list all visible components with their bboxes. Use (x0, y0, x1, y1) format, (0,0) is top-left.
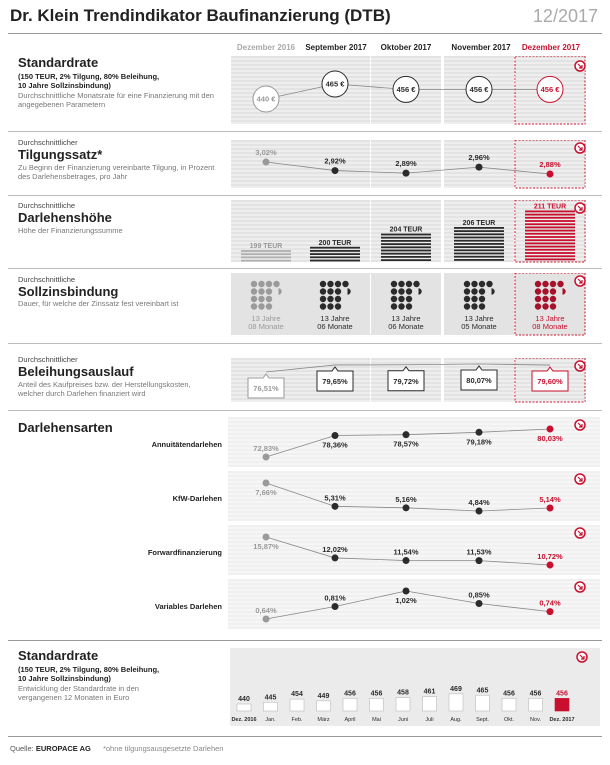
darlehenshoehe-desc: Höhe der Finanzierungssumme (18, 226, 123, 235)
year-dot (391, 288, 397, 294)
data-label: 449 (317, 692, 330, 700)
bar-stripe (525, 230, 575, 232)
data-label: 0,81% (324, 593, 346, 603)
year-dot (342, 281, 348, 287)
tilgung-desc: Zu Beginn der Finanzierung vereinbarte Tilgung, in Prozent des Darlehensbetrages, pro Jahr (18, 163, 215, 182)
bar-stripe (454, 233, 504, 235)
months-label: 05 Monate (461, 322, 497, 331)
year-dot (398, 281, 404, 287)
data-label: 458 (397, 689, 409, 697)
months-label: 06 Monate (388, 322, 424, 331)
year-dot (391, 296, 397, 302)
bar (237, 704, 251, 711)
year-dot (327, 288, 333, 294)
sollzins-desc: Dauer, für welche der Zinssatz fest vereinbart ist (18, 299, 179, 308)
data-label: 469 (450, 685, 462, 693)
data-label: 456 (503, 690, 515, 698)
data-label: 7,66% (255, 488, 277, 497)
year-dot (258, 296, 264, 302)
year-dot (471, 281, 477, 287)
bar-stripe (381, 234, 431, 236)
data-label: 454 (291, 691, 303, 699)
category-label: Okt. (503, 717, 515, 723)
series-label-kfw: KfW-Darlehen (172, 494, 222, 503)
bar-stripe (381, 243, 431, 245)
footer (10, 744, 223, 753)
data-label: 199 TEUR (249, 243, 283, 251)
data-label: 80,07% (466, 376, 492, 385)
year-dot (464, 303, 470, 309)
year-dot (550, 288, 556, 294)
panel-bg (230, 648, 600, 726)
data-label: 5,31% (324, 493, 346, 503)
data-point (263, 534, 270, 541)
year-dot (266, 296, 272, 302)
bar-stripe (310, 250, 360, 252)
year-dot (266, 281, 272, 287)
data-point (476, 164, 483, 171)
bar-stripe (454, 253, 504, 255)
data-point (547, 505, 554, 512)
bar-stripe (525, 223, 575, 225)
bar-stripe (241, 257, 291, 259)
darlehensarten-chart (228, 417, 600, 635)
darlehenshoehe-chart (228, 200, 600, 264)
bar-stripe (381, 256, 431, 258)
year-dot (535, 296, 541, 302)
year-dot (464, 296, 470, 302)
bar-stripe (241, 250, 291, 252)
category-label: Nov. (530, 717, 541, 723)
year-dot (542, 281, 548, 287)
months-label: 08 Monate (532, 322, 568, 331)
bar-stripe (454, 256, 504, 258)
year-dot (327, 296, 333, 302)
data-label: 76,51% (253, 384, 279, 393)
category-label: Dez. 2016 (231, 717, 257, 723)
standardrate-title: Standardrate (18, 55, 99, 70)
data-label: 2,92% (324, 156, 346, 166)
page-title: Dr. Klein Trendindikator Baufinanzierung (DTB) (10, 6, 391, 25)
bar (476, 695, 490, 711)
bar-stripe (525, 233, 575, 235)
year-dot (251, 303, 257, 309)
category-label: März (317, 717, 330, 723)
bar-stripe (381, 253, 431, 255)
data-point (547, 562, 554, 569)
year-dot (535, 288, 541, 294)
bar-stripe (454, 227, 504, 229)
section-divider (8, 131, 602, 132)
year-dot (542, 296, 548, 302)
data-label: 465 (476, 687, 489, 695)
column-header-dec-2016: Dezember 2016 (236, 43, 296, 52)
data-label: 2,88% (539, 160, 561, 169)
data-point (332, 603, 339, 610)
series-band (228, 525, 600, 575)
year-dot (406, 281, 412, 287)
bar-stripe (525, 252, 575, 254)
bar (449, 694, 463, 711)
trend-arrow-icon (577, 652, 587, 662)
section-divider (8, 268, 602, 269)
year-dot (535, 303, 541, 309)
data-label: 2,89% (395, 159, 417, 169)
data-label: 78,57% (393, 439, 419, 449)
source-name: EUROPACE AG (35, 744, 91, 753)
years-label: 13 Jahre (320, 314, 350, 323)
standardrate-12m-chart (230, 648, 600, 728)
year-dot (251, 296, 257, 302)
data-label: 79,18% (466, 437, 492, 447)
year-dot (320, 296, 326, 302)
year-dot (535, 281, 541, 287)
data-point (263, 159, 270, 166)
year-dot (479, 303, 485, 309)
months-label: 06 Monate (317, 322, 353, 331)
bar-stripe (310, 256, 360, 258)
tilgung-title: Tilgungssatz* (18, 147, 103, 162)
year-dot (335, 296, 341, 302)
year-dot (550, 281, 556, 287)
sollzins-pre: Durchschnittliche (18, 275, 76, 284)
data-point (332, 167, 339, 174)
year-dot (406, 296, 412, 302)
bar-stripe (525, 255, 575, 257)
column-header-dec-2017: Dezember 2017 (521, 43, 581, 52)
year-dot (542, 303, 548, 309)
series-band (228, 471, 600, 521)
bar-stripe (525, 239, 575, 241)
standardrate-desc: Durchschnittliche Monatsrate für eine Finanzierung mit den angegebenen Parametern (18, 91, 214, 110)
year-dot (542, 288, 548, 294)
year-dot (557, 281, 563, 287)
year-dot (550, 296, 556, 302)
bar-stripe (381, 250, 431, 252)
bar (264, 702, 278, 711)
bar (555, 698, 569, 711)
year-dot (251, 281, 257, 287)
series-band (228, 417, 600, 467)
data-point (476, 429, 483, 436)
footnote: *ohne tilgungsausgesetzte Darlehen (102, 744, 224, 753)
data-label: 79,65% (322, 376, 348, 386)
data-point (403, 557, 410, 564)
data-label: 456 (370, 690, 383, 698)
data-point (476, 508, 483, 515)
year-dot (251, 288, 257, 294)
year-dot (273, 281, 279, 287)
year-dot (464, 281, 470, 287)
data-point (403, 504, 410, 511)
standardrate2-title: Standardrate (18, 648, 99, 663)
standardrate2-desc: Entwicklung der Standardrate in den vergangenen 12 Monaten in Euro (18, 684, 139, 703)
year-dot (471, 288, 477, 294)
year-dot (335, 288, 341, 294)
year-dot (335, 281, 341, 287)
darlehenshoehe-title: Darlehenshöhe (18, 210, 112, 225)
year-dot (258, 281, 264, 287)
data-label: 15,87% (253, 542, 279, 551)
category-label: Juli (425, 717, 434, 723)
year-dot (398, 303, 404, 309)
beleihung-title: Beleihungsauslauf (18, 364, 134, 379)
bar-stripe (525, 227, 575, 229)
data-label: 440 € (256, 94, 276, 104)
trend-arrow-icon (575, 420, 585, 430)
data-point (403, 170, 410, 177)
year-dot (320, 288, 326, 294)
category-label: Dez. 2017 (549, 717, 575, 723)
column-header-nov-2017: November 2017 (451, 43, 511, 52)
year-dot (391, 281, 397, 287)
category-label: Feb. (291, 717, 303, 723)
bar (396, 698, 410, 711)
standardrate-params: (150 TEUR, 2% Tilgung, 80% Beleihung, 10 Jahre Sollzinsbindung) (18, 72, 160, 91)
tilgung-pre: Durchschnittlicher (18, 138, 78, 147)
year-dot (327, 303, 333, 309)
years-label: 13 Jahre (251, 314, 281, 323)
bar-stripe (454, 249, 504, 251)
data-label: 80,03% (537, 434, 563, 443)
bar-stripe (381, 246, 431, 248)
section-divider (8, 343, 602, 344)
series-band (228, 579, 600, 629)
data-label: 2,96% (468, 153, 490, 163)
data-point (547, 608, 554, 615)
years-label: 13 Jahre (391, 314, 421, 323)
category-label: Jan. (265, 717, 276, 723)
data-point (547, 426, 554, 433)
years-label: 13 Jahre (535, 314, 565, 323)
data-point (263, 480, 270, 487)
data-label: 0,74% (539, 598, 561, 608)
data-label: 456 € (396, 84, 416, 94)
trend-arrow-icon (575, 361, 585, 371)
bar-stripe (525, 214, 575, 216)
data-label: 456 (556, 690, 568, 698)
data-point (403, 431, 410, 438)
bar (529, 698, 543, 711)
series-label-forward: Forwardfinanzierung (147, 548, 222, 557)
data-point (263, 616, 270, 623)
category-label: April (344, 717, 356, 723)
bar-stripe (525, 243, 575, 245)
header-divider (8, 33, 602, 34)
bar-stripe (381, 259, 431, 261)
data-label: 440 (238, 696, 250, 703)
data-label: 1,02% (395, 596, 417, 605)
year-dot (413, 281, 419, 287)
year-dot (471, 303, 477, 309)
section-divider (8, 640, 602, 641)
data-label: 445 (264, 694, 277, 702)
darlehenshoehe-pre: Durchschnittliche (18, 201, 76, 210)
year-dot (486, 281, 492, 287)
data-point (403, 588, 410, 595)
bar-stripe (381, 240, 431, 242)
year-dot (391, 303, 397, 309)
data-point (476, 557, 483, 564)
trend-arrow-icon (575, 61, 585, 71)
trend-arrow-icon (575, 474, 585, 484)
bar-stripe (454, 237, 504, 239)
data-label: 211 TEUR (533, 203, 567, 211)
bar-stripe (381, 237, 431, 239)
bar-stripe (310, 247, 360, 249)
bar (290, 699, 304, 711)
year-dot (406, 303, 412, 309)
trend-arrow-icon (575, 276, 585, 286)
footer-divider (8, 736, 602, 737)
data-label: 204 TEUR (389, 226, 423, 234)
data-label: 200 TEUR (318, 239, 352, 247)
bar-stripe (310, 253, 360, 255)
darlehensarten-title: Darlehensarten (18, 420, 113, 435)
months-label: 08 Monate (248, 322, 284, 331)
standardrate2-params: (150 TEUR, 2% Tilgung, 80% Beleihung, 10 Jahre Sollzinsbindung) (18, 665, 160, 684)
data-label: 11,54% (393, 547, 419, 557)
data-label: 79,72% (393, 376, 419, 386)
year-dot (398, 288, 404, 294)
data-label: 456 (344, 690, 356, 698)
bar-stripe (525, 259, 575, 261)
data-label: 3,02% (255, 148, 277, 157)
series-label-variabel: Variables Darlehen (154, 602, 222, 611)
bar-stripe (241, 260, 291, 262)
bar (423, 697, 437, 711)
year-dot (266, 303, 272, 309)
bar-stripe (241, 253, 291, 255)
bar-stripe (310, 260, 360, 262)
beleihung-desc: Anteil des Kaufpreises bzw. der Herstellungskosten, welcher durch Darlehen finanziert wird (18, 380, 191, 399)
data-label: 461 (423, 688, 436, 696)
column-header-oct-2017: Oktober 2017 (380, 43, 432, 52)
data-label: 456 (529, 690, 542, 698)
data-point (332, 432, 339, 439)
data-label: 10,72% (537, 552, 563, 561)
year-dot (550, 303, 556, 309)
bar-stripe (454, 243, 504, 245)
year-dot (327, 281, 333, 287)
year-dot (479, 296, 485, 302)
bar (343, 698, 357, 711)
year-dot (258, 288, 264, 294)
year-dot (471, 296, 477, 302)
data-label: 5,14% (539, 495, 561, 505)
data-label: 0,85% (468, 590, 490, 600)
category-label: Sept. (476, 717, 489, 723)
data-point (263, 454, 270, 461)
tilgung-chart (228, 140, 600, 190)
data-label: 78,36% (322, 440, 348, 450)
data-label: 4,84% (468, 498, 490, 507)
data-label: 72,83% (253, 444, 279, 453)
trend-arrow-icon (575, 528, 585, 538)
year-dot (335, 303, 341, 309)
bar (381, 234, 431, 261)
year-dot (479, 288, 485, 294)
data-label: 11,53% (466, 547, 492, 557)
sollzins-chart (228, 273, 600, 337)
bar-stripe (525, 246, 575, 248)
bar-stripe (525, 220, 575, 222)
year-dot (398, 296, 404, 302)
bar-stripe (454, 246, 504, 248)
series-label-annuitaet: Annuitätendarlehen (151, 440, 222, 449)
column-header-sep-2017: September 2017 (305, 43, 367, 52)
category-label: Juni (397, 717, 409, 723)
year-dot (320, 303, 326, 309)
data-label: 5,16% (395, 494, 417, 504)
data-label: 0,64% (255, 606, 277, 615)
bar (317, 701, 331, 711)
year-dot (320, 281, 326, 287)
issue-date: 12/2017 (532, 6, 598, 26)
bar-stripe (454, 230, 504, 232)
bar-stripe (454, 240, 504, 242)
category-label: Mai (372, 717, 381, 723)
beleihung-pre: Durchschnittlicher (18, 355, 78, 364)
source-label: Quelle: (10, 744, 34, 753)
bar-stripe (525, 236, 575, 238)
section-divider (8, 410, 602, 411)
bar-stripe (525, 249, 575, 251)
data-point (332, 503, 339, 510)
data-point (547, 171, 554, 178)
data-label: 456 € (540, 84, 560, 94)
year-dot (479, 281, 485, 287)
data-point (332, 554, 339, 561)
bar (502, 698, 516, 711)
beleihung-chart (228, 358, 600, 404)
bar-stripe (525, 217, 575, 219)
bar-stripe (525, 211, 575, 213)
sollzins-title: Sollzinsbindung (18, 284, 119, 299)
data-label: 456 € (469, 84, 489, 94)
year-dot (266, 288, 272, 294)
years-label: 13 Jahre (464, 314, 494, 323)
trend-arrow-icon (575, 143, 585, 153)
year-dot (464, 288, 470, 294)
year-dot (406, 288, 412, 294)
section-divider (8, 195, 602, 196)
data-label: 206 TEUR (462, 220, 496, 227)
bar (370, 698, 384, 711)
data-label: 79,60% (537, 377, 563, 387)
data-label: 12,02% (322, 544, 348, 554)
standardrate-chart (228, 56, 600, 126)
data-label: 465 € (325, 79, 345, 89)
bar-stripe (454, 259, 504, 261)
data-point (476, 600, 483, 607)
category-label: Aug. (450, 717, 462, 723)
year-dot (258, 303, 264, 309)
trend-arrow-icon (575, 582, 585, 592)
trend-arrow-icon (575, 203, 585, 213)
